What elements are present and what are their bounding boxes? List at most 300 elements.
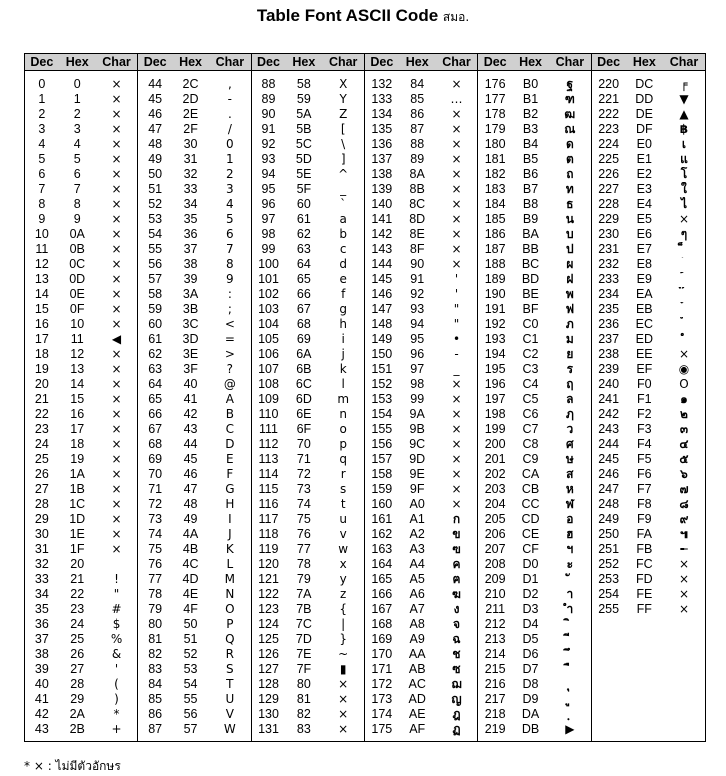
dec-cell: 87: [148, 722, 163, 736]
dec-cell: 101: [258, 272, 279, 286]
char-cell: ×: [111, 377, 122, 391]
table-row: [365, 167, 477, 182]
hex-cell: C5: [522, 392, 539, 406]
dec-cell: 86: [148, 707, 163, 721]
hex-cell: 91: [410, 272, 425, 286]
char-cell: Z: [339, 107, 348, 121]
hex-cell: F1: [637, 392, 652, 406]
dec-cell: 52: [148, 197, 163, 211]
table-row: [252, 347, 364, 362]
char-cell: H: [225, 497, 235, 511]
char-cell: S: [226, 662, 234, 676]
table-row: [478, 482, 590, 497]
char-cell: {: [339, 602, 347, 616]
char-cell: 4: [226, 197, 234, 211]
hex-cell: A9: [409, 632, 425, 646]
char-cell: ×: [451, 257, 462, 271]
char-cell: #: [111, 602, 122, 616]
hex-cell: 20: [70, 557, 85, 571]
dec-cell: 49: [148, 152, 163, 166]
char-cell: _: [340, 182, 347, 196]
char-cell: ×: [111, 512, 122, 526]
dec-cell: 203: [484, 482, 506, 496]
hex-cell: A1: [409, 512, 425, 526]
table-row: [138, 437, 250, 452]
table-row: [25, 692, 137, 707]
table-row: [592, 167, 705, 182]
char-cell: ฉ: [452, 632, 461, 646]
dec-cell: 196: [484, 377, 506, 391]
table-row: [25, 212, 137, 227]
char-cell: ▮: [339, 662, 347, 676]
char-cell: 5: [226, 212, 234, 226]
char-cell: ×: [111, 122, 122, 136]
hex-cell: 51: [183, 632, 198, 646]
table-row: [25, 287, 137, 302]
dec-cell: 55: [148, 242, 163, 256]
table-row: [478, 572, 590, 587]
hex-cell: 6B: [296, 362, 312, 376]
dec-cell: 57: [148, 272, 163, 286]
hex-cell: AA: [408, 647, 426, 661]
table-row: [25, 422, 137, 437]
table-row: [25, 332, 137, 347]
table-row: [478, 722, 590, 737]
hex-cell: 1A: [69, 467, 85, 481]
char-cell: ×: [111, 152, 122, 166]
char-cell: ฑ: [564, 92, 575, 106]
table-row: [592, 377, 705, 392]
table-row: [478, 317, 590, 332]
dec-cell: 229: [598, 212, 620, 226]
dec-cell: 149: [371, 332, 393, 346]
table-row: [252, 392, 364, 407]
hex-cell: 48: [183, 497, 198, 511]
table-row: [365, 527, 477, 542]
char-cell: [549, 692, 591, 707]
table-row: [365, 107, 477, 122]
dec-cell: 135: [371, 122, 393, 136]
dec-cell: 80: [148, 617, 163, 631]
hex-cell: 64: [296, 257, 311, 271]
dec-cell: 213: [484, 632, 506, 646]
hex-cell: DA: [521, 707, 540, 721]
dec-cell: 142: [371, 227, 393, 241]
char-cell: ย: [566, 347, 574, 361]
dec-cell: 158: [371, 467, 393, 481]
table-row: [365, 482, 477, 497]
dec-cell: 32: [34, 557, 49, 571]
table-row: [592, 482, 705, 497]
hex-cell: 9A: [409, 407, 425, 421]
char-cell: }: [339, 632, 347, 646]
dec-cell: 231: [598, 242, 620, 256]
table-row: [252, 722, 364, 737]
dec-cell: 14: [34, 287, 49, 301]
table-row: [25, 617, 137, 632]
table-row: [478, 362, 590, 377]
dec-cell: 40: [34, 677, 49, 691]
dec-cell: 143: [371, 242, 393, 256]
char-cell: ×: [678, 347, 689, 361]
char-cell: ฤ: [566, 377, 574, 391]
table-row: [252, 137, 364, 152]
table-row: [365, 647, 477, 662]
table-row: [592, 227, 705, 242]
char-cell: d: [339, 257, 347, 271]
char-cell: ฅ: [452, 572, 461, 586]
hex-cell: 6E: [296, 407, 312, 421]
table-row: [25, 482, 137, 497]
char-cell: ×: [451, 452, 462, 466]
dec-cell: 110: [258, 407, 279, 421]
hex-cell: 21: [70, 572, 85, 586]
char-cell: ×: [111, 272, 122, 286]
dec-cell: 17: [34, 332, 49, 346]
char-cell: w: [338, 542, 349, 556]
char-cell: Y: [339, 92, 347, 106]
table-row: [478, 422, 590, 437]
table-row: [25, 77, 137, 92]
ascii-table: [24, 53, 706, 742]
hex-cell: 77: [296, 542, 311, 556]
hex-cell: 57: [183, 722, 198, 736]
hex-cell: 6A: [296, 347, 312, 361]
hex-cell: 7A: [296, 587, 312, 601]
char-cell: (: [114, 677, 119, 691]
table-row: [138, 422, 250, 437]
table-row: [138, 182, 250, 197]
dec-cell: 146: [371, 287, 393, 301]
table-row: [138, 572, 250, 587]
dec-cell: 200: [484, 437, 506, 451]
dec-cell: 206: [484, 527, 506, 541]
table-row: [25, 92, 137, 107]
hex-cell: EF: [636, 362, 653, 376]
char-cell: ×: [451, 242, 462, 256]
char-cell: ส: [566, 467, 574, 481]
char-cell: X: [339, 77, 348, 91]
hex-cell: 28: [70, 677, 85, 691]
hex-cell: 4D: [182, 572, 199, 586]
hex-cell: AE: [408, 707, 426, 721]
char-cell: k: [339, 362, 347, 376]
table-row: [252, 332, 364, 347]
table-row: [365, 137, 477, 152]
dec-cell: 172: [371, 677, 393, 691]
table-row: [25, 182, 137, 197]
dec-cell: 58: [148, 287, 163, 301]
hex-cell: 75: [296, 512, 311, 526]
char-cell: K: [225, 542, 234, 556]
dec-cell: 38: [34, 647, 49, 661]
char-cell: _: [453, 362, 460, 376]
dec-cell: 9: [38, 212, 46, 226]
dec-cell: 254: [598, 587, 620, 601]
char-cell: ใ: [681, 182, 687, 196]
dec-cell: 226: [598, 167, 620, 181]
dec-cell: 182: [484, 167, 506, 181]
hex-cell: FB: [636, 542, 653, 556]
dec-cell: 106: [258, 347, 279, 361]
hex-cell: 6D: [295, 392, 312, 406]
hex-cell: BC: [521, 257, 540, 271]
table-row: [592, 347, 705, 362]
table-row: [365, 362, 477, 377]
hex-cell: 1F: [69, 542, 85, 556]
hex-cell: 3E: [182, 347, 199, 361]
hex-cell: 49: [183, 512, 198, 526]
hex-cell: 8B: [409, 182, 425, 196]
header-cell: Char: [328, 55, 358, 69]
hex-cell: 14: [70, 377, 85, 391]
page-title: [0, 6, 726, 27]
char-cell: [549, 632, 591, 647]
char-cell: [663, 242, 705, 257]
char-cell: ×: [451, 152, 462, 166]
dec-cell: 27: [34, 482, 49, 496]
hex-cell: 68: [296, 317, 311, 331]
char-cell: ×: [111, 482, 122, 496]
char-cell: ': [454, 287, 459, 301]
char-cell: ": [453, 302, 460, 316]
table-row: [252, 467, 364, 482]
header-cell: Char: [215, 55, 245, 69]
char-cell: O: [679, 377, 689, 391]
table-row: [252, 677, 364, 692]
table-row: [252, 377, 364, 392]
table-row: [365, 437, 477, 452]
hex-cell: 2A: [69, 707, 85, 721]
table-row: [138, 152, 250, 167]
hex-cell: 7: [73, 182, 81, 196]
table-row: [252, 572, 364, 587]
hex-cell: BD: [521, 272, 540, 286]
char-cell: ต: [565, 152, 574, 166]
hex-cell: 7E: [296, 647, 312, 661]
dec-cell: 221: [598, 92, 620, 106]
char-cell: ง: [453, 602, 460, 616]
dec-cell: 10: [34, 227, 49, 241]
hex-cell: BB: [522, 242, 539, 256]
char-cell: [549, 677, 591, 692]
dec-cell: 139: [371, 182, 393, 196]
table-row: [252, 302, 364, 317]
table-row: [592, 317, 705, 332]
table-row: [592, 437, 705, 452]
table-row: [252, 692, 364, 707]
table-row: [365, 347, 477, 362]
hex-cell: D8: [522, 677, 539, 691]
dec-cell: 102: [258, 287, 279, 301]
table-header: [138, 54, 250, 71]
hex-cell: 9: [73, 212, 81, 226]
hex-cell: DE: [635, 107, 653, 121]
table-row: [138, 287, 250, 302]
char-cell: ๕: [679, 452, 689, 466]
dec-cell: 247: [598, 482, 620, 496]
hex-cell: CD: [521, 512, 540, 526]
dec-cell: 179: [484, 122, 506, 136]
char-cell: 9: [226, 272, 234, 286]
table-row: [592, 467, 705, 482]
hex-cell: B8: [522, 197, 539, 211]
char-cell: B: [225, 407, 234, 421]
char-cell: [96, 557, 138, 572]
dec-cell: 127: [258, 662, 279, 676]
table-row: [138, 707, 250, 722]
dec-cell: 18: [34, 347, 49, 361]
dec-cell: 187: [484, 242, 506, 256]
hex-cell: B4: [522, 137, 539, 151]
table-row: [592, 77, 705, 92]
dec-cell: 109: [258, 392, 279, 406]
dec-cell: 91: [261, 122, 276, 136]
dec-cell: 183: [484, 182, 506, 196]
hex-cell: CA: [521, 467, 540, 481]
hex-cell: 2C: [182, 77, 199, 91]
table-row: [138, 332, 250, 347]
char-cell: น: [565, 212, 574, 226]
table-row: [478, 662, 590, 677]
table-row: [138, 557, 250, 572]
hex-cell: 47: [183, 482, 198, 496]
hex-cell: A3: [409, 542, 425, 556]
hex-cell: 43: [183, 422, 198, 436]
char-cell: ×: [338, 677, 349, 691]
table-row: [592, 527, 705, 542]
char-cell: *: [113, 707, 120, 721]
table-row: [592, 137, 705, 152]
char-cell: [549, 662, 591, 677]
dec-cell: 248: [598, 497, 620, 511]
hex-cell: 3B: [182, 302, 199, 316]
dec-cell: 186: [484, 227, 506, 241]
char-cell: ถ: [566, 167, 574, 181]
char-cell: 0: [226, 137, 234, 151]
table-row: [478, 257, 590, 272]
table-row: [252, 77, 364, 92]
dec-cell: 119: [258, 542, 279, 556]
dec-cell: 26: [34, 467, 49, 481]
char-cell: 6: [226, 227, 234, 241]
dec-cell: 0: [38, 77, 46, 91]
char-cell: ×: [451, 437, 462, 451]
table-row: [365, 317, 477, 332]
char-cell: [549, 572, 591, 587]
dec-cell: 13: [34, 272, 49, 286]
table-row: [478, 122, 590, 137]
table-row: [478, 617, 590, 632]
table-row: [592, 602, 705, 617]
dec-cell: 50: [148, 167, 163, 181]
table-row: [365, 707, 477, 722]
table-row: [478, 677, 590, 692]
hex-cell: 39: [183, 272, 198, 286]
table-row: [365, 212, 477, 227]
hex-cell: 70: [296, 437, 311, 451]
table-row: [478, 647, 590, 662]
dec-cell: 134: [371, 107, 393, 121]
char-cell: >: [224, 347, 235, 361]
hex-cell: 0F: [69, 302, 85, 316]
hex-cell: 61: [296, 212, 311, 226]
header-cell: Hex: [65, 55, 89, 69]
hex-cell: 4: [73, 137, 81, 151]
dec-cell: 199: [484, 422, 506, 436]
dec-cell: 92: [261, 137, 276, 151]
table-row: [25, 302, 137, 317]
dec-cell: 171: [371, 662, 393, 676]
char-cell: =: [224, 332, 235, 346]
char-cell: ×: [451, 107, 462, 121]
char-cell: [663, 302, 705, 317]
char-cell: ป: [566, 242, 574, 256]
char-cell: [663, 257, 705, 272]
char-cell: ซ: [452, 662, 461, 676]
dec-cell: 180: [484, 137, 506, 151]
char-cell: ]: [340, 152, 346, 166]
dec-cell: 46: [148, 107, 163, 121]
dec-cell: 220: [598, 77, 620, 91]
hex-cell: 93: [410, 302, 425, 316]
hex-cell: 55: [183, 692, 198, 706]
hex-cell: 69: [296, 332, 311, 346]
dec-cell: 97: [261, 212, 276, 226]
hex-cell: 18: [70, 437, 85, 451]
char-cell: ×: [451, 167, 462, 181]
table-row: [478, 497, 590, 512]
table-row: [592, 152, 705, 167]
dec-cell: 238: [598, 347, 620, 361]
char-cell: ×: [111, 407, 122, 421]
header-cell: Hex: [519, 55, 542, 69]
dec-cell: 164: [371, 557, 393, 571]
table-row: [592, 92, 705, 107]
table-row: [592, 362, 705, 377]
hex-cell: 98: [410, 377, 425, 391]
dec-cell: 113: [258, 452, 279, 466]
table-row: [365, 617, 477, 632]
char-cell: ": [453, 317, 460, 331]
dec-cell: 41: [34, 692, 49, 706]
dec-cell: 217: [484, 692, 506, 706]
table-row: [25, 407, 137, 422]
char-cell: l: [341, 377, 345, 391]
hex-cell: 84: [410, 77, 425, 91]
char-cell: ๔: [679, 437, 689, 451]
dec-cell: 235: [598, 302, 620, 316]
dec-cell: 163: [371, 542, 393, 556]
hex-cell: 7F: [296, 662, 312, 676]
char-cell: ×: [678, 572, 689, 586]
hex-cell: A7: [409, 602, 425, 616]
header-cell: Dec: [370, 55, 394, 69]
table-row: [252, 167, 364, 182]
char-cell: ๆ: [680, 227, 688, 241]
char-cell: ๚: [679, 527, 689, 541]
hex-cell: BE: [522, 287, 539, 301]
table-row: [478, 242, 590, 257]
dec-cell: 249: [598, 512, 620, 526]
char-cell: ×: [111, 77, 122, 91]
table-row: [25, 527, 137, 542]
char-cell: ฬ: [565, 497, 574, 511]
table-row: [365, 227, 477, 242]
hex-cell: 35: [183, 212, 198, 226]
table-row: [25, 377, 137, 392]
hex-cell: 86: [410, 107, 425, 121]
